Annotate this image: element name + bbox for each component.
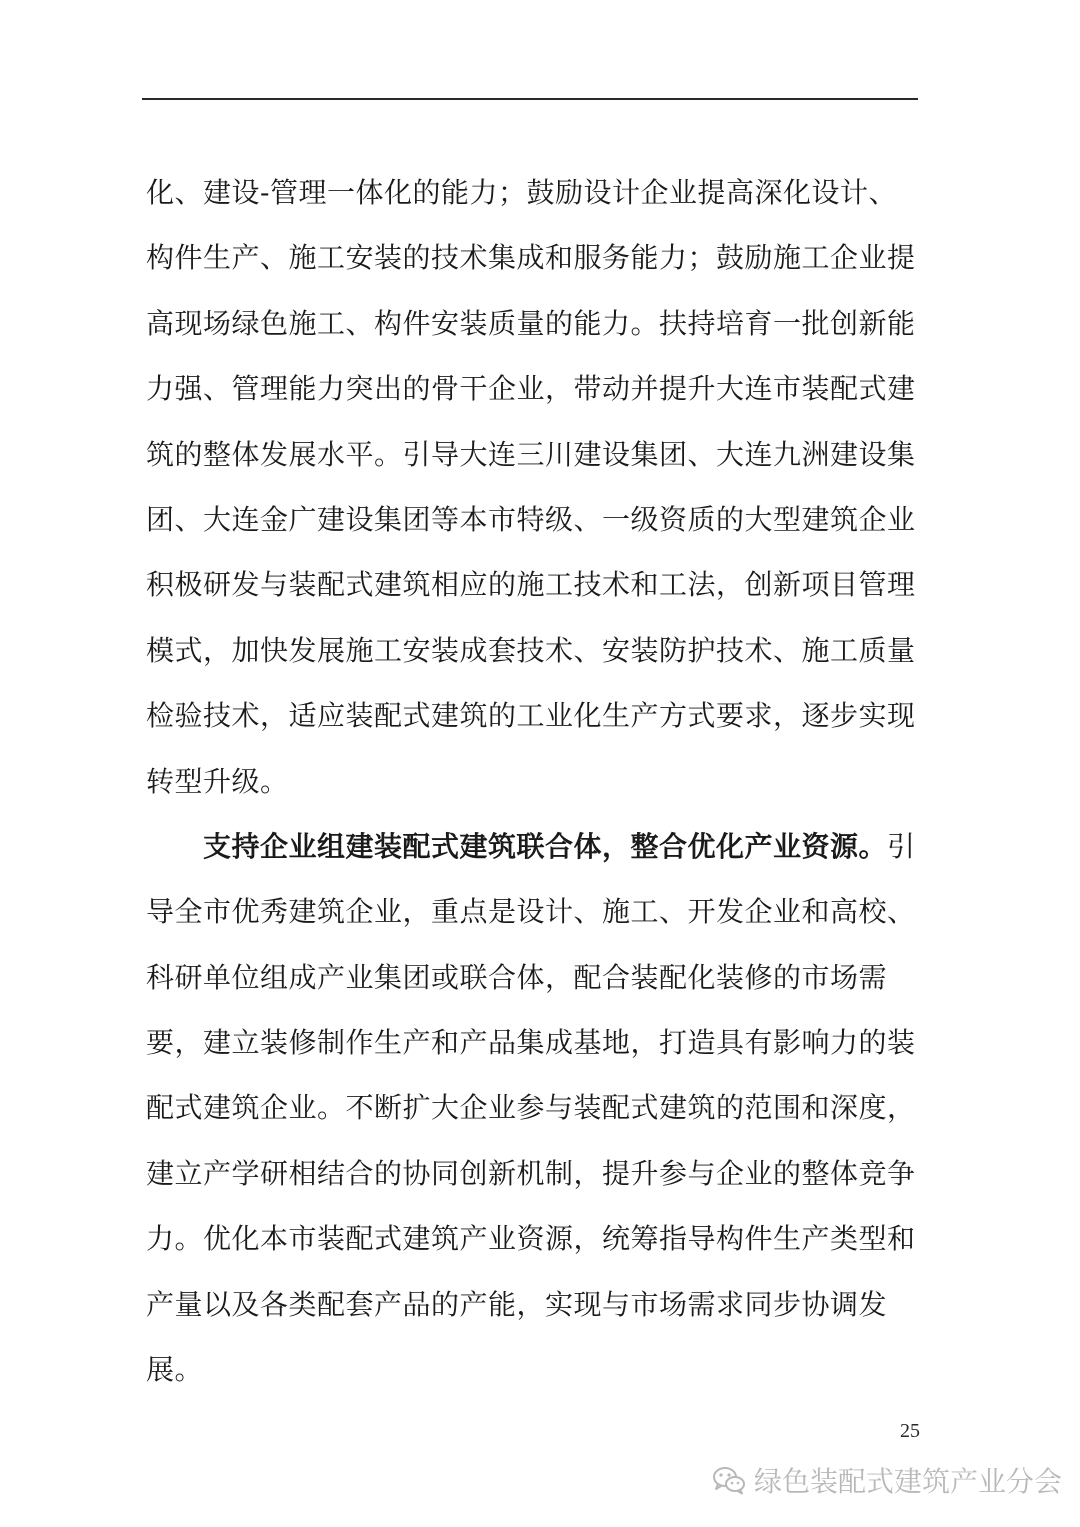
text-line (146, 1010, 918, 1075)
line-text: 构件生产、施工安装的技术集成和服务能力；鼓励施工企业提 (146, 241, 916, 275)
text-line (146, 749, 918, 814)
line-text: 科研单位组成产业集团或联合体，配合装配化装修的市场需 (146, 960, 888, 994)
line-text: 团、大连金广建设集团等本市特级、一级资质的大型建筑企业 (146, 502, 916, 536)
line-text: 力。优化本市装配式建筑产业资源，统筹指导构件生产类型和 (146, 1222, 916, 1256)
text-line (146, 422, 918, 487)
line-text: 化、建设-管理一体化的能力；鼓励设计企业提高深化设计、 (146, 176, 897, 209)
line-text: 积极研发与装配式建筑相应的施工技术和工法，创新项目管理 (146, 568, 916, 602)
text-line (146, 1337, 918, 1402)
line-text: 筑的整体发展水平。引导大连三川建设集团、大连九洲建设集 (146, 437, 916, 471)
text-line (146, 683, 918, 748)
body-text (146, 160, 918, 1402)
line-text: 高现场绿色施工、构件安装质量的能力。扶持培育一批创新能 (146, 306, 916, 340)
page-number: 25 (900, 1420, 920, 1442)
text-line (146, 225, 918, 290)
watermark (712, 1460, 1062, 1500)
text-line (146, 1272, 918, 1337)
wechat-icon (712, 1465, 746, 1495)
text-line (146, 160, 918, 225)
text-line (146, 945, 918, 1010)
line-text: 建立产学研相结合的协同创新机制，提升参与企业的整体竞争 (146, 1156, 916, 1190)
line-text: 要，建立装修制作生产和产品集成基地，打造具有影响力的装 (146, 1026, 916, 1060)
line-text: 力强、管理能力突出的骨干企业，带动并提升大连市装配式建 (146, 372, 916, 406)
text-line (146, 1141, 918, 1206)
text-line (146, 1075, 918, 1140)
line-text: 展。 (146, 1353, 204, 1387)
line-text: 配式建筑企业。不断扩大企业参与装配式建筑的范围和深度， (146, 1091, 916, 1125)
text-line (146, 291, 918, 356)
text-line (146, 487, 918, 552)
watermark-text: 绿色装配式建筑产业分会 (754, 1465, 1063, 1498)
text-line (146, 879, 918, 944)
line-text: 转型升级。 (146, 764, 289, 798)
line-text: 导全市优秀建筑企业，重点是设计、施工、开发企业和高校、 (146, 895, 916, 929)
text-line (146, 814, 918, 879)
bold-heading-text: 支持企业组建装配式建筑联合体，整合优化产业资源。 (146, 829, 888, 863)
text-line (146, 1206, 918, 1271)
header-rule (142, 98, 918, 100)
text-line (146, 552, 918, 617)
line-text: 产量以及各类配套产品的产能，实现与市场需求同步协调发 (146, 1287, 888, 1321)
line-text: 检验技术，适应装配式建筑的工业化生产方式要求，逐步实现 (146, 699, 916, 733)
line-text: 引 (887, 829, 916, 863)
line-text: 模式，加快发展施工安装成套技术、安装防护技术、施工质量 (146, 633, 916, 667)
text-line (146, 356, 918, 421)
text-line (146, 618, 918, 683)
